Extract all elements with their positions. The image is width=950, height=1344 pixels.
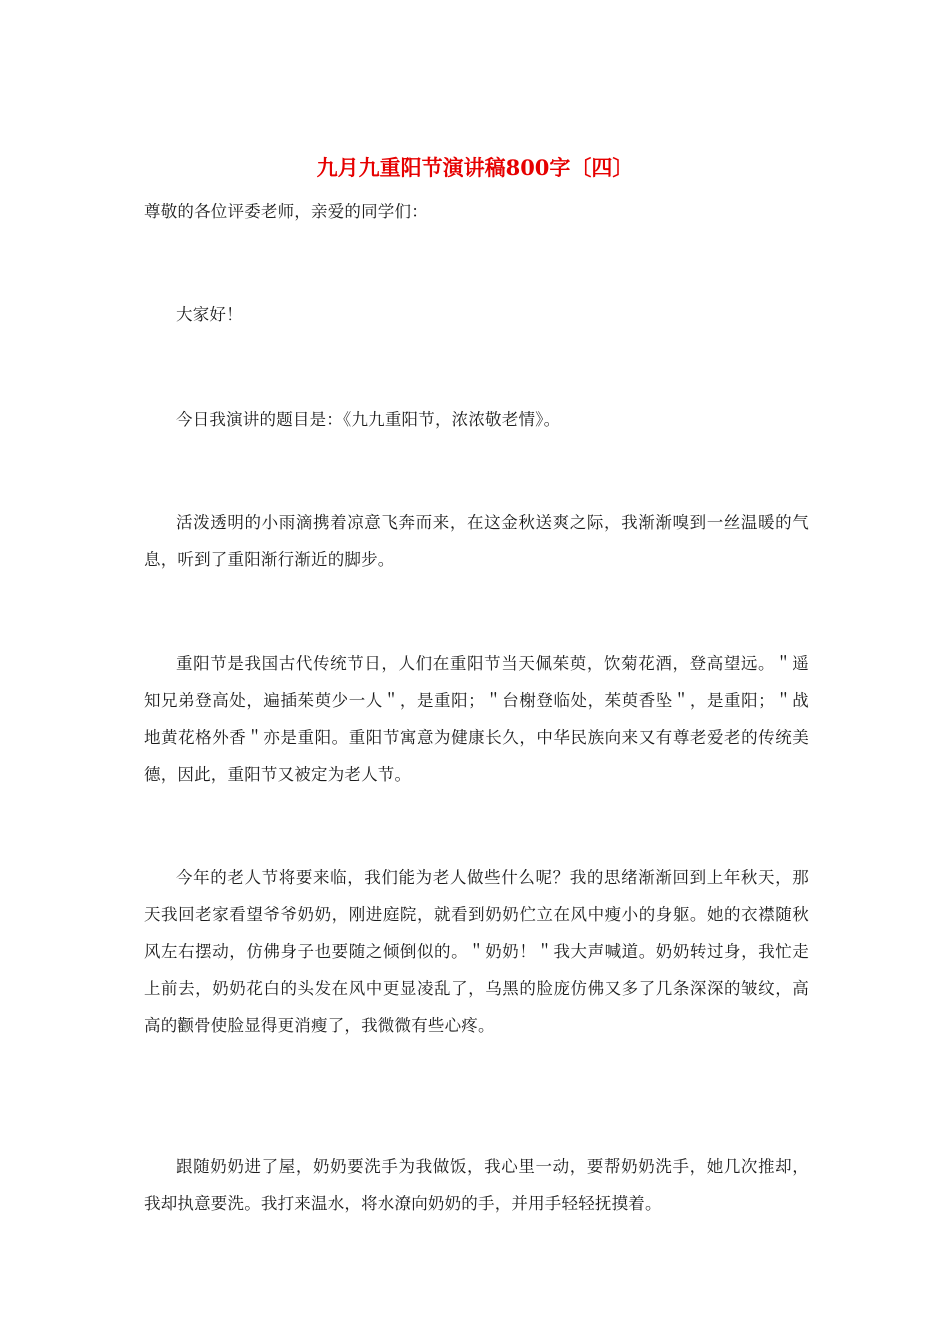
paragraph-greeting: 大家好！ [176, 305, 243, 324]
document-title: 九月九重阳节演讲稿800字〔四〕 [316, 155, 634, 180]
paragraph-washing: 跟随奶奶进了屋，奶奶要洗手为我做饭，我心里一动，要帮奶奶洗手，她几次推却，我却执意要洗。我打来温水，将水潦向奶奶的手，并用手轻轻抚摸着。 [144, 1157, 809, 1213]
paragraph-topic: 今日我演讲的题目是：《九九重阳节，浓浓敬老情》。 [176, 410, 561, 429]
paragraph-memory: 今年的老人节将要来临，我们能为老人做些什么呢？我的思绪渐渐回到上年秋天，那天我回老家看望爷爷奶奶，刚进庭院，就看到奶奶伫立在风中瘦小的身躯。她的衣襟随秋风左右摆动，仿佛身子也要随之倾倒似的。＂奶奶！＂我大声喊道。奶奶转过身，我忙走上前去，奶奶花白的头发在风中更显凌乱了，乌黑的脸庞仿佛又多了几条深深的皱纹，高高的颧骨使脸显得更消瘦了，我微微有些心疼。 [144, 868, 809, 1035]
salutation: 尊敬的各位评委老师，亲爱的同学们： [144, 202, 428, 221]
paragraph-festival: 重阳节是我国古代传统节日，人们在重阳节当天佩茱萸，饮菊花酒，登高望远。＂遥知兄弟登高处，遍插茱萸少一人＂，是重阳；＂台榭登临处，茱萸香坠＂，是重阳；＂战地黄花格外香＂亦是重阳。重阳节寓意为健康长久，中华民族向来又有尊老爱老的传统美德，因此，重阳节又被定为老人节。 [144, 654, 809, 784]
paragraph-intro: 活泼透明的小雨滴携着凉意飞奔而来，在这金秋送爽之际，我渐渐嗅到一丝温暖的气息，听到了重阳渐行渐近的脚步。 [144, 513, 809, 569]
